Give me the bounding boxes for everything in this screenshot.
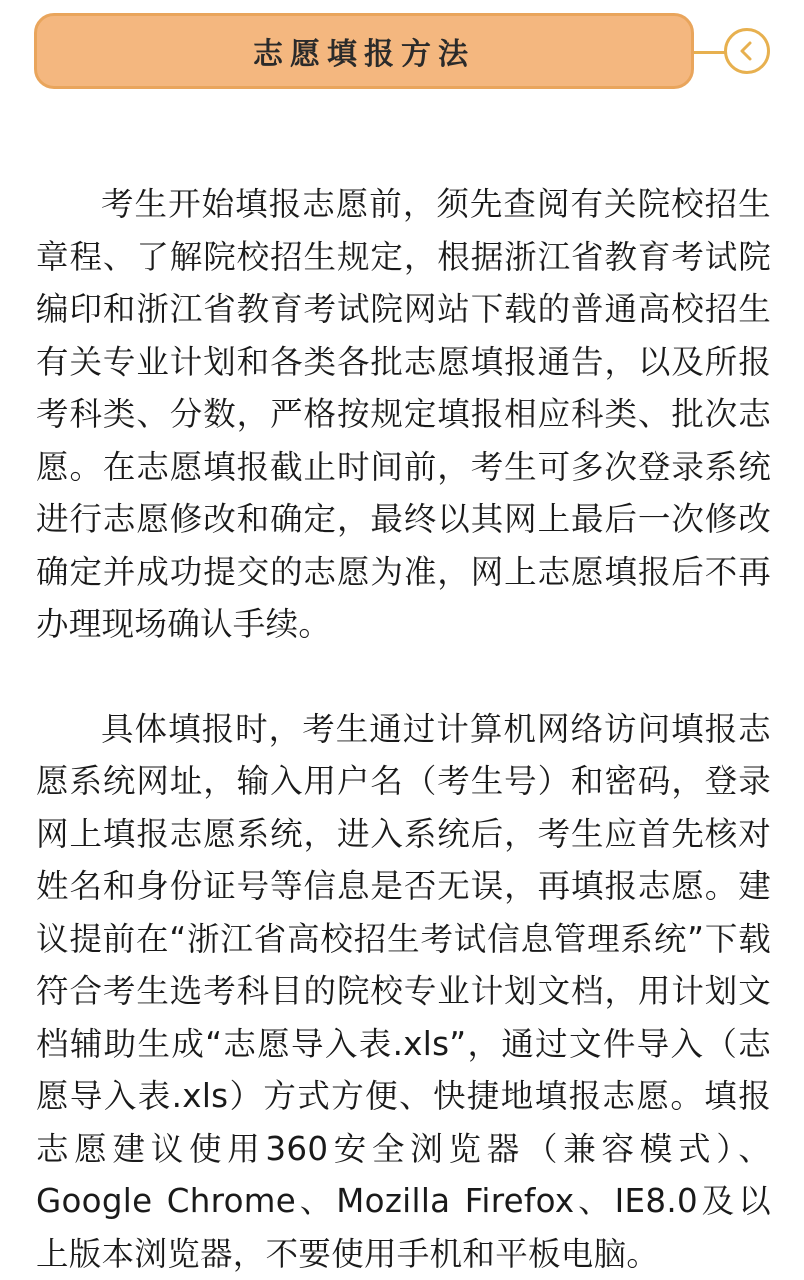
header-connector-line bbox=[694, 51, 728, 54]
section-header bbox=[34, 13, 694, 89]
back-button[interactable] bbox=[724, 28, 770, 74]
paragraph-details: 具体填报时，考生通过计算机网络访问填报志愿系统网址，输入用户名（考生号）和密码，登录网上填报志愿系统，进入系统后，考生应首先核对姓名和身份证号等信息是否无误，再填报志愿。建议提前在“浙江省高校招生考试信息管理系统”下载符合考生选考科目的院校专业计划文档，用计划文档辅助生成“志愿导入表.xls”，通过文件导入（志愿导入表.xls）方式方便、快捷地填报志愿。填报志愿建议使用360安全浏览器（兼容模式）、Google Chrome、Mozilla Firefox、IE8.0及以上版本浏览器，不要使用手机和平板电脑。 bbox=[36, 709, 771, 1273]
chevron-left-icon bbox=[737, 40, 757, 62]
page-title: 志愿填报方法 bbox=[253, 37, 475, 72]
paragraph-intro: 考生开始填报志愿前，须先查阅有关院校招生章程、了解院校招生规定，根据浙江省教育考试院编印和浙江省教育考试院网站下载的普通高校招生有关专业计划和各类各批志愿填报通告，以及所报考科类、分数，严格按规定填报相应科类、批次志愿。在志愿填报截止时间前，考生可多次登录系统进行志愿修改和确定，最终以其网上最后一次修改确定并成功提交的志愿为准，网上志愿填报后不再办理现场确认手续。 bbox=[36, 185, 771, 643]
article-body bbox=[36, 178, 771, 1280]
